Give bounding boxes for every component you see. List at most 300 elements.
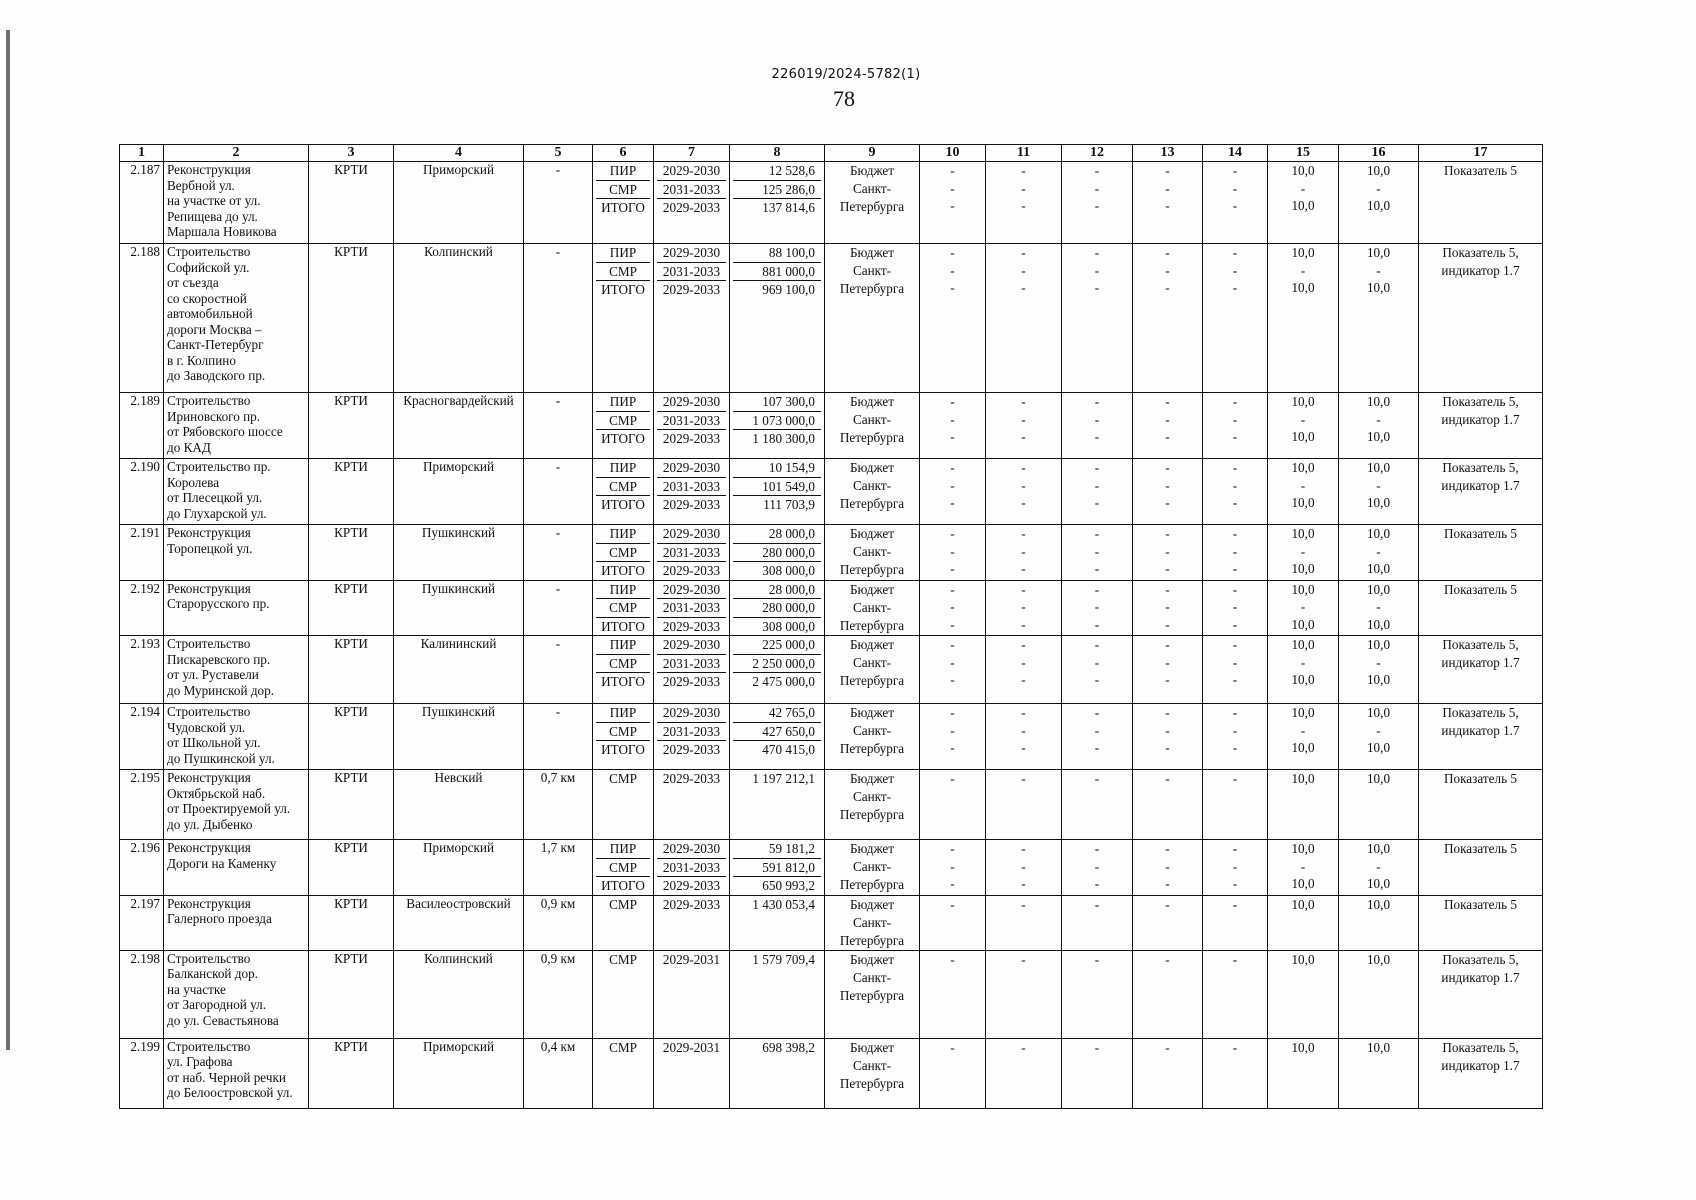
amount-line: 308 000,0 bbox=[762, 563, 815, 578]
value-c13-line: - bbox=[1165, 841, 1170, 856]
funding-source-line: Петербурга bbox=[839, 1075, 905, 1091]
table-row bbox=[120, 770, 1543, 840]
funding-source-line: Бюджет bbox=[849, 705, 895, 720]
funding-source-line: Санкт- bbox=[852, 181, 892, 196]
object-name-line: до КАД bbox=[167, 439, 211, 455]
table-row bbox=[120, 393, 1543, 459]
value-c15 bbox=[1268, 704, 1339, 770]
value-c11-line: - bbox=[1021, 896, 1026, 912]
value-c11-line: - bbox=[1021, 672, 1026, 687]
row-number: 2.197 bbox=[120, 895, 164, 950]
column-header-7: 7 bbox=[654, 145, 730, 162]
table-row bbox=[120, 950, 1543, 1038]
stage-line: СМР bbox=[596, 263, 650, 282]
years-line: 2031-2033 bbox=[657, 723, 726, 742]
indicator bbox=[1419, 704, 1543, 770]
value-c11 bbox=[986, 459, 1062, 525]
funding-source-line: Санкт- bbox=[852, 412, 892, 427]
value-c15-line: - bbox=[1300, 654, 1306, 670]
value-c13-line: - bbox=[1165, 543, 1170, 559]
funding-source-line: Бюджет bbox=[849, 394, 895, 409]
amount-line: 427 650,0 bbox=[733, 723, 821, 742]
value-c14 bbox=[1203, 950, 1268, 1038]
value-c14-line: - bbox=[1232, 581, 1238, 597]
value-c13-line: - bbox=[1165, 771, 1170, 786]
district: Пушкинский bbox=[394, 525, 524, 581]
amount bbox=[730, 770, 825, 840]
years bbox=[654, 459, 730, 525]
row-number: 2.189 bbox=[120, 393, 164, 459]
object-name-line: Дороги на Каменку bbox=[167, 855, 277, 871]
value-c11-line: - bbox=[1021, 198, 1026, 213]
stage bbox=[593, 636, 654, 704]
row-number: 2.195 bbox=[120, 770, 164, 840]
responsible-org: КРТИ bbox=[309, 459, 394, 525]
value-c10-line: - bbox=[950, 841, 955, 856]
value-c10-line: - bbox=[950, 429, 955, 444]
stage bbox=[593, 840, 654, 896]
value-c16-line: 10,0 bbox=[1366, 495, 1391, 510]
value-c15-line: - bbox=[1300, 477, 1306, 493]
column-header-14: 14 bbox=[1203, 145, 1268, 162]
stage-line: СМР bbox=[596, 655, 650, 674]
object-name-line: ул. Графова bbox=[167, 1054, 233, 1069]
value-c15-line: 10,0 bbox=[1291, 672, 1315, 687]
value-c11-line: - bbox=[1021, 858, 1026, 874]
object-name-line: от ул. Руставели bbox=[167, 667, 259, 682]
value-c13-line: - bbox=[1165, 561, 1170, 576]
table-row bbox=[120, 895, 1543, 950]
object-name bbox=[164, 162, 309, 244]
value-c13-line: - bbox=[1165, 705, 1170, 720]
value-c11-line: - bbox=[1021, 654, 1026, 670]
funding-source-line: Петербурга bbox=[839, 281, 905, 296]
value-c12-line: - bbox=[1094, 876, 1100, 891]
funding-source-line: Санкт- bbox=[852, 599, 892, 615]
value-c16-line: 10,0 bbox=[1366, 951, 1391, 967]
stage-line: СМР bbox=[609, 1039, 637, 1055]
value-c15-line: 10,0 bbox=[1291, 951, 1315, 967]
amount bbox=[730, 580, 825, 636]
amount-line: 881 000,0 bbox=[733, 263, 821, 282]
district: Колпинский bbox=[394, 950, 524, 1038]
value-c11-line: - bbox=[1021, 722, 1026, 738]
funding-source-line: Бюджет bbox=[849, 896, 895, 912]
value-c11-line: - bbox=[1021, 526, 1026, 541]
object-name-line: автомобильной bbox=[167, 306, 253, 321]
district: Приморский bbox=[394, 459, 524, 525]
value-c15-line: - bbox=[1300, 543, 1306, 559]
value-c10-line: - bbox=[950, 672, 955, 687]
object-name bbox=[164, 770, 309, 840]
value-c12 bbox=[1062, 704, 1133, 770]
funding-source-line: Санкт- bbox=[852, 544, 892, 559]
funding-source-line: Петербурга bbox=[839, 617, 905, 633]
years-line: 2029-2030 bbox=[657, 393, 726, 412]
value-c13-line: - bbox=[1165, 411, 1170, 427]
amount bbox=[730, 1038, 825, 1108]
value-c10-line: - bbox=[950, 543, 955, 559]
value-c13-line: - bbox=[1165, 654, 1170, 670]
indicator bbox=[1419, 895, 1543, 950]
value-c16-line: 10,0 bbox=[1366, 841, 1391, 856]
amount-line: 111 703,9 bbox=[763, 497, 815, 512]
indicator-line: Показатель 5 bbox=[1443, 841, 1517, 856]
value-c10 bbox=[920, 840, 986, 896]
stage-line: СМР bbox=[596, 478, 650, 497]
object-name-line: на участке bbox=[167, 981, 226, 997]
value-c15 bbox=[1268, 895, 1339, 950]
table-row bbox=[120, 162, 1543, 244]
value-c13 bbox=[1133, 840, 1203, 896]
years bbox=[654, 1038, 730, 1108]
value-c12-line: - bbox=[1094, 495, 1100, 510]
value-c12-line: - bbox=[1094, 429, 1100, 444]
value-c12-line: - bbox=[1094, 460, 1100, 475]
value-c12-line: - bbox=[1094, 245, 1100, 260]
value-c15-line: 10,0 bbox=[1291, 394, 1315, 409]
value-c11-line: - bbox=[1021, 245, 1026, 260]
value-c11-line: - bbox=[1021, 460, 1026, 475]
value-c12 bbox=[1062, 244, 1133, 393]
row-number: 2.192 bbox=[120, 580, 164, 636]
value-c13 bbox=[1133, 162, 1203, 244]
value-c13 bbox=[1133, 244, 1203, 393]
value-c16 bbox=[1339, 636, 1419, 704]
length: - bbox=[524, 244, 593, 393]
amount-line: 470 415,0 bbox=[762, 742, 815, 757]
length: - bbox=[524, 393, 593, 459]
responsible-org: КРТИ bbox=[309, 1038, 394, 1108]
value-c11 bbox=[986, 162, 1062, 244]
value-c15-line: 10,0 bbox=[1291, 637, 1315, 652]
value-c12-line: - bbox=[1094, 198, 1100, 213]
object-name bbox=[164, 525, 309, 581]
table-row bbox=[120, 1038, 1543, 1108]
indicator-line: индикатор 1.7 bbox=[1441, 478, 1520, 493]
value-c11 bbox=[986, 525, 1062, 581]
stage-line: СМР bbox=[596, 599, 650, 618]
table-row bbox=[120, 704, 1543, 770]
length: - bbox=[524, 162, 593, 244]
value-c11 bbox=[986, 393, 1062, 459]
value-c16-line: - bbox=[1376, 180, 1381, 196]
years-line: 2029-2033 bbox=[662, 563, 721, 578]
value-c16-line: 10,0 bbox=[1366, 705, 1391, 720]
amount-line: 28 000,0 bbox=[733, 525, 821, 544]
object-name bbox=[164, 393, 309, 459]
value-c14-line: - bbox=[1232, 198, 1238, 213]
object-name-line: Октябрьской наб. bbox=[167, 785, 266, 801]
years-line: 2031-2033 bbox=[657, 412, 726, 431]
stage-line: ПИР bbox=[596, 459, 650, 478]
stage-line: СМР bbox=[609, 896, 637, 912]
indicator bbox=[1419, 950, 1543, 1038]
value-c15-line: - bbox=[1300, 599, 1306, 614]
value-c16-line: - bbox=[1376, 722, 1381, 738]
amount-line: 225 000,0 bbox=[733, 636, 821, 655]
funding-source-line: Бюджет bbox=[849, 771, 895, 786]
amount bbox=[730, 636, 825, 704]
value-c16-line: 10,0 bbox=[1366, 876, 1391, 891]
district: Пушкинский bbox=[394, 580, 524, 636]
value-c13-line: - bbox=[1165, 599, 1170, 614]
value-c12-line: - bbox=[1094, 394, 1100, 409]
value-c13 bbox=[1133, 770, 1203, 840]
value-c12-line: - bbox=[1094, 740, 1100, 755]
value-c11-line: - bbox=[1021, 951, 1026, 967]
value-c12 bbox=[1062, 950, 1133, 1038]
value-c14-line: - bbox=[1232, 245, 1238, 260]
funding-source-line: Бюджет bbox=[849, 460, 895, 475]
amount-line: 59 181,2 bbox=[733, 840, 821, 859]
value-c16-line: - bbox=[1376, 858, 1381, 874]
indicator-line: индикатор 1.7 bbox=[1441, 723, 1520, 738]
value-c14-line: - bbox=[1232, 460, 1238, 475]
value-c16-line: 10,0 bbox=[1366, 526, 1391, 541]
funding-source bbox=[825, 580, 920, 636]
object-name-line: Торопецкой ул. bbox=[167, 540, 253, 556]
table-row bbox=[120, 525, 1543, 581]
value-c13-line: - bbox=[1165, 637, 1170, 652]
indicator-line: Показатель 5 bbox=[1443, 771, 1517, 786]
value-c10-line: - bbox=[950, 1039, 955, 1055]
indicator-line: Показатель 5, bbox=[1442, 394, 1519, 409]
object-name-line: Строительство bbox=[167, 244, 251, 259]
value-c10 bbox=[920, 636, 986, 704]
value-c14 bbox=[1203, 393, 1268, 459]
years-line: 2029-2031 bbox=[662, 951, 721, 967]
object-name-line: Королева bbox=[167, 474, 220, 490]
value-c11 bbox=[986, 244, 1062, 393]
value-c14-line: - bbox=[1232, 740, 1238, 755]
stage-line: СМР bbox=[596, 181, 650, 200]
value-c13-line: - bbox=[1165, 896, 1170, 912]
indicator-line: индикатор 1.7 bbox=[1441, 412, 1520, 427]
object-name-line: Реконструкция bbox=[167, 840, 251, 855]
value-c14 bbox=[1203, 704, 1268, 770]
indicator bbox=[1419, 525, 1543, 581]
amount bbox=[730, 162, 825, 244]
length: - bbox=[524, 580, 593, 636]
stage-line: ИТОГО bbox=[601, 282, 645, 297]
value-c16-line: 10,0 bbox=[1366, 616, 1391, 632]
object-name-line: до Заводского пр. bbox=[167, 368, 266, 383]
value-c12-line: - bbox=[1094, 841, 1100, 856]
years-line: 2029-2030 bbox=[657, 840, 726, 859]
value-c16 bbox=[1339, 704, 1419, 770]
column-header-16: 16 bbox=[1339, 145, 1419, 162]
years-line: 2031-2033 bbox=[657, 263, 726, 282]
funding-source-line: Петербурга bbox=[839, 430, 905, 445]
value-c11-line: - bbox=[1021, 477, 1026, 493]
amount-line: 88 100,0 bbox=[733, 244, 821, 263]
value-c12-line: - bbox=[1094, 180, 1100, 196]
value-c15 bbox=[1268, 770, 1339, 840]
value-c10-line: - bbox=[950, 411, 955, 427]
table-body bbox=[120, 162, 1543, 1109]
funding-source bbox=[825, 950, 920, 1038]
value-c13-line: - bbox=[1165, 180, 1170, 196]
value-c16-line: - bbox=[1376, 411, 1381, 427]
stage-line: СМР bbox=[596, 412, 650, 431]
indicator-line: Показатель 5, bbox=[1442, 1039, 1519, 1055]
value-c10-line: - bbox=[950, 581, 955, 597]
stage-line: ИТОГО bbox=[601, 563, 645, 578]
value-c13 bbox=[1133, 393, 1203, 459]
length: - bbox=[524, 636, 593, 704]
district: Колпинский bbox=[394, 244, 524, 393]
funding-source-line: Санкт- bbox=[852, 859, 892, 874]
years-line: 2029-2033 bbox=[662, 878, 721, 893]
stage bbox=[593, 704, 654, 770]
funding-source-line: Бюджет bbox=[849, 841, 895, 856]
value-c12 bbox=[1062, 1038, 1133, 1108]
stage bbox=[593, 580, 654, 636]
value-c15-line: - bbox=[1300, 180, 1306, 196]
value-c15-line: 10,0 bbox=[1291, 740, 1315, 755]
value-c15 bbox=[1268, 393, 1339, 459]
value-c13-line: - bbox=[1165, 495, 1170, 510]
object-name bbox=[164, 580, 309, 636]
value-c16-line: - bbox=[1376, 543, 1381, 559]
indicator bbox=[1419, 840, 1543, 896]
value-c13 bbox=[1133, 459, 1203, 525]
value-c12 bbox=[1062, 162, 1133, 244]
value-c11-line: - bbox=[1021, 1039, 1026, 1055]
object-name-line: Строительство пр. bbox=[167, 459, 271, 474]
responsible-org: КРТИ bbox=[309, 840, 394, 896]
stage-line: ПИР bbox=[596, 704, 650, 723]
value-c10-line: - bbox=[950, 740, 955, 755]
years-line: 2031-2033 bbox=[657, 655, 726, 674]
stage-line: ИТОГО bbox=[601, 431, 645, 446]
value-c16-line: 10,0 bbox=[1366, 280, 1391, 295]
value-c14 bbox=[1203, 459, 1268, 525]
value-c12-line: - bbox=[1094, 262, 1100, 278]
years-line: 2029-2033 bbox=[662, 497, 721, 512]
years-line: 2029-2033 bbox=[662, 282, 721, 297]
value-c12 bbox=[1062, 393, 1133, 459]
value-c12-line: - bbox=[1094, 896, 1100, 912]
row-number: 2.198 bbox=[120, 950, 164, 1038]
value-c16-line: 10,0 bbox=[1366, 429, 1391, 444]
value-c10 bbox=[920, 950, 986, 1038]
value-c13 bbox=[1133, 1038, 1203, 1108]
responsible-org: КРТИ bbox=[309, 950, 394, 1038]
object-name bbox=[164, 459, 309, 525]
value-c11 bbox=[986, 840, 1062, 896]
value-c11 bbox=[986, 895, 1062, 950]
years bbox=[654, 636, 730, 704]
funding-source-line: Бюджет bbox=[849, 637, 895, 652]
object-name-line: Старорусского пр. bbox=[167, 596, 270, 611]
value-c11-line: - bbox=[1021, 740, 1026, 755]
years-line: 2029-2030 bbox=[657, 581, 726, 600]
value-c16-line: 10,0 bbox=[1366, 460, 1391, 475]
value-c14-line: - bbox=[1232, 163, 1238, 178]
value-c13-line: - bbox=[1165, 163, 1170, 178]
object-name-line: Пискаревского пр. bbox=[167, 651, 271, 667]
value-c16-line: 10,0 bbox=[1366, 672, 1391, 687]
district: Приморский bbox=[394, 840, 524, 896]
stage-line: ИТОГО bbox=[601, 618, 645, 634]
value-c13-line: - bbox=[1165, 245, 1170, 260]
amount bbox=[730, 704, 825, 770]
amount-line: 591 812,0 bbox=[733, 859, 821, 878]
stage-line: ИТОГО bbox=[601, 742, 645, 757]
stage-line: СМР bbox=[609, 771, 637, 786]
object-name-line: Ириновского пр. bbox=[167, 408, 261, 424]
length: 0,4 км bbox=[524, 1038, 593, 1108]
object-name-line: Реконструкция bbox=[167, 525, 251, 540]
table-row bbox=[120, 580, 1543, 636]
indicator-line: Показатель 5 bbox=[1443, 581, 1517, 597]
object-name-line: от Рябовского шоссе bbox=[167, 424, 283, 439]
value-c13-line: - bbox=[1165, 858, 1170, 874]
stage-line: СМР bbox=[596, 544, 650, 563]
stage-line: ИТОГО bbox=[601, 878, 645, 893]
funding-source-line: Бюджет bbox=[849, 245, 895, 260]
value-c16 bbox=[1339, 393, 1419, 459]
value-c10-line: - bbox=[950, 526, 955, 541]
value-c13-line: - bbox=[1165, 394, 1170, 409]
value-c11-line: - bbox=[1021, 561, 1026, 576]
value-c11-line: - bbox=[1021, 637, 1026, 652]
value-c12 bbox=[1062, 580, 1133, 636]
responsible-org: КРТИ bbox=[309, 636, 394, 704]
value-c12-line: - bbox=[1094, 581, 1100, 597]
funding-source-line: Санкт- bbox=[852, 723, 892, 738]
funding-source bbox=[825, 636, 920, 704]
page-number: 78 bbox=[833, 86, 855, 111]
value-c15 bbox=[1268, 636, 1339, 704]
years-line: 2029-2033 bbox=[662, 896, 721, 912]
indicator-line: Показатель 5 bbox=[1443, 526, 1517, 541]
stage bbox=[593, 1038, 654, 1108]
value-c10-line: - bbox=[950, 477, 955, 493]
document-id: 226019/2024-5782(1) bbox=[771, 67, 921, 82]
program-table bbox=[119, 144, 1543, 1109]
table-row bbox=[120, 244, 1543, 393]
amount bbox=[730, 950, 825, 1038]
value-c16 bbox=[1339, 162, 1419, 244]
object-name bbox=[164, 704, 309, 770]
years-line: 2029-2030 bbox=[657, 636, 726, 655]
indicator-line: Показатель 5, bbox=[1442, 637, 1519, 652]
value-c16-line: - bbox=[1376, 599, 1381, 614]
value-c12-line: - bbox=[1094, 163, 1100, 178]
value-c11-line: - bbox=[1021, 876, 1026, 891]
value-c12-line: - bbox=[1094, 561, 1100, 576]
value-c14-line: - bbox=[1232, 599, 1238, 614]
value-c14 bbox=[1203, 580, 1268, 636]
value-c12-line: - bbox=[1094, 616, 1100, 632]
years bbox=[654, 950, 730, 1038]
amount-line: 280 000,0 bbox=[733, 599, 821, 618]
amount-line: 101 549,0 bbox=[733, 478, 821, 497]
funding-source-line: Бюджет bbox=[849, 526, 895, 541]
value-c13 bbox=[1133, 636, 1203, 704]
value-c12-line: - bbox=[1094, 1039, 1100, 1055]
amount bbox=[730, 525, 825, 581]
object-name-line: до Пушкинской ул. bbox=[167, 750, 275, 766]
amount-line: 698 398,2 bbox=[762, 1039, 815, 1055]
object-name-line: от наб. Черной речки bbox=[167, 1069, 286, 1085]
funding-source-line: Санкт- bbox=[852, 263, 892, 278]
value-c10-line: - bbox=[950, 280, 955, 295]
funding-source-line: Бюджет bbox=[849, 951, 895, 967]
